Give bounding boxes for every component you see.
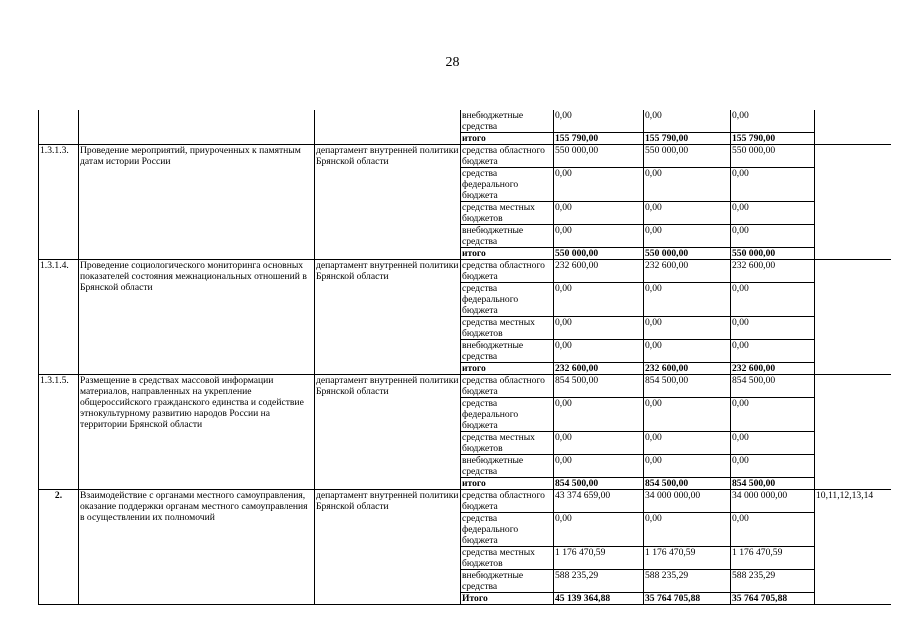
source-cell: средства федерального бюджета xyxy=(461,283,554,317)
value-cell: 854 500,00 xyxy=(644,375,731,398)
source-cell: средства областного бюджета xyxy=(461,260,554,283)
value-cell: 0,00 xyxy=(644,432,731,455)
value-cell: 0,00 xyxy=(554,110,644,133)
value-cell: 550 000,00 xyxy=(731,248,815,260)
source-cell: средства местных бюджетов xyxy=(461,202,554,225)
item-executor: департамент внутренней политики Брянской области xyxy=(315,145,461,260)
value-cell: 0,00 xyxy=(554,317,644,340)
target-indicators xyxy=(815,145,891,260)
table-row xyxy=(39,490,891,513)
value-cell: 0,00 xyxy=(644,225,731,248)
target-cell xyxy=(815,110,891,145)
source-cell: внебюджетные средства xyxy=(461,340,554,363)
value-cell: 0,00 xyxy=(731,110,815,133)
value-cell: 0,00 xyxy=(554,283,644,317)
item-executor: департамент внутренней политики Брянской области xyxy=(315,375,461,490)
value-cell: 1 176 470,59 xyxy=(554,547,644,570)
value-cell: 0,00 xyxy=(554,168,644,202)
program-table xyxy=(38,110,891,605)
source-cell: Итого xyxy=(461,593,554,605)
value-cell: 0,00 xyxy=(731,317,815,340)
executor-cell xyxy=(315,110,461,145)
value-cell: 35 764 705,88 xyxy=(644,593,731,605)
value-cell: 0,00 xyxy=(731,398,815,432)
item-name: Проведение социологического мониторинга основных показателей состояния межнациональных отношений в Брянской области xyxy=(79,260,315,375)
value-cell: 0,00 xyxy=(554,455,644,478)
value-cell: 854 500,00 xyxy=(554,375,644,398)
value-cell: 0,00 xyxy=(554,513,644,547)
source-cell: итого xyxy=(461,133,554,145)
source-cell: средства местных бюджетов xyxy=(461,547,554,570)
value-cell: 0,00 xyxy=(731,202,815,225)
source-cell: средства местных бюджетов xyxy=(461,432,554,455)
value-cell: 0,00 xyxy=(731,340,815,363)
source-cell: внебюджетные средства xyxy=(461,570,554,593)
value-cell: 550 000,00 xyxy=(644,248,731,260)
value-cell: 45 139 364,88 xyxy=(554,593,644,605)
value-cell: 0,00 xyxy=(644,168,731,202)
value-cell: 155 790,00 xyxy=(644,133,731,145)
source-cell: средства областного бюджета xyxy=(461,145,554,168)
value-cell: 232 600,00 xyxy=(644,363,731,375)
source-cell: внебюджетные средства xyxy=(461,225,554,248)
item-number: 1.3.1.4. xyxy=(39,260,79,375)
value-cell: 0,00 xyxy=(644,513,731,547)
value-cell: 550 000,00 xyxy=(554,145,644,168)
item-number: 1.3.1.5. xyxy=(39,375,79,490)
value-cell: 550 000,00 xyxy=(644,145,731,168)
source-cell: внебюджетные средства xyxy=(461,455,554,478)
source-cell: средства областного бюджета xyxy=(461,490,554,513)
value-cell: 35 764 705,88 xyxy=(731,593,815,605)
source-cell: средства федерального бюджета xyxy=(461,513,554,547)
value-cell: 155 790,00 xyxy=(731,133,815,145)
table-row xyxy=(39,145,891,168)
value-cell: 0,00 xyxy=(554,225,644,248)
item-name: Проведение мероприятий, приуроченных к памятным датам истории России xyxy=(79,145,315,260)
value-cell: 1 176 470,59 xyxy=(731,547,815,570)
value-cell: 232 600,00 xyxy=(554,260,644,283)
value-cell: 0,00 xyxy=(644,110,731,133)
value-cell: 854 500,00 xyxy=(644,478,731,490)
item-number: 1.3.1.3. xyxy=(39,145,79,260)
source-cell: итого xyxy=(461,363,554,375)
value-cell: 0,00 xyxy=(731,455,815,478)
source-cell: средства областного бюджета xyxy=(461,375,554,398)
target-indicators xyxy=(815,375,891,490)
value-cell: 0,00 xyxy=(644,398,731,432)
value-cell: 588 235,29 xyxy=(731,570,815,593)
item-executor: департамент внутренней политики Брянской области xyxy=(315,260,461,375)
value-cell: 232 600,00 xyxy=(731,363,815,375)
source-cell: средства федерального бюджета xyxy=(461,398,554,432)
value-cell: 232 600,00 xyxy=(644,260,731,283)
value-cell: 0,00 xyxy=(731,225,815,248)
source-cell: итого xyxy=(461,478,554,490)
item-number: 2. xyxy=(39,490,79,605)
value-cell: 588 235,29 xyxy=(554,570,644,593)
item-name: Взаимодействие с органами местного самоуправления, оказание поддержки органам местного самоуправления в осуществлении их полномочий xyxy=(79,490,315,605)
value-cell: 0,00 xyxy=(554,432,644,455)
value-cell: 34 000 000,00 xyxy=(731,490,815,513)
value-cell: 0,00 xyxy=(644,317,731,340)
item-name: Размещение в средствах массовой информации материалов, направленных на укрепление общероссийского гражданского единства и содействие этнокультурному развитию народов России на территории Брянской области xyxy=(79,375,315,490)
value-cell: 854 500,00 xyxy=(731,478,815,490)
value-cell: 0,00 xyxy=(644,340,731,363)
value-cell: 43 374 659,00 xyxy=(554,490,644,513)
table-row xyxy=(39,260,891,283)
value-cell: 155 790,00 xyxy=(554,133,644,145)
value-cell: 232 600,00 xyxy=(554,363,644,375)
value-cell: 1 176 470,59 xyxy=(644,547,731,570)
page-number: 28 xyxy=(445,55,460,70)
value-cell: 588 235,29 xyxy=(644,570,731,593)
value-cell: 0,00 xyxy=(644,283,731,317)
value-cell: 854 500,00 xyxy=(731,375,815,398)
target-indicators: 10,11,12,13,14 xyxy=(815,490,891,605)
value-cell: 550 000,00 xyxy=(731,145,815,168)
value-cell: 0,00 xyxy=(731,432,815,455)
source-cell: внебюджетные средства xyxy=(461,110,554,133)
value-cell: 0,00 xyxy=(644,202,731,225)
value-cell: 0,00 xyxy=(731,513,815,547)
value-cell: 0,00 xyxy=(731,283,815,317)
item-executor: департамент внутренней политики Брянской области xyxy=(315,490,461,605)
source-cell: средства местных бюджетов xyxy=(461,317,554,340)
value-cell: 232 600,00 xyxy=(731,260,815,283)
source-cell: средства федерального бюджета xyxy=(461,168,554,202)
value-cell: 0,00 xyxy=(554,398,644,432)
value-cell: 34 000 000,00 xyxy=(644,490,731,513)
target-indicators xyxy=(815,260,891,375)
table-row xyxy=(39,110,891,133)
value-cell: 550 000,00 xyxy=(554,248,644,260)
value-cell: 0,00 xyxy=(731,168,815,202)
name-cell xyxy=(79,110,315,145)
source-cell: итого xyxy=(461,248,554,260)
value-cell: 854 500,00 xyxy=(554,478,644,490)
table-row xyxy=(39,375,891,398)
num-cell xyxy=(39,110,79,145)
value-cell: 0,00 xyxy=(644,455,731,478)
value-cell: 0,00 xyxy=(554,340,644,363)
value-cell: 0,00 xyxy=(554,202,644,225)
